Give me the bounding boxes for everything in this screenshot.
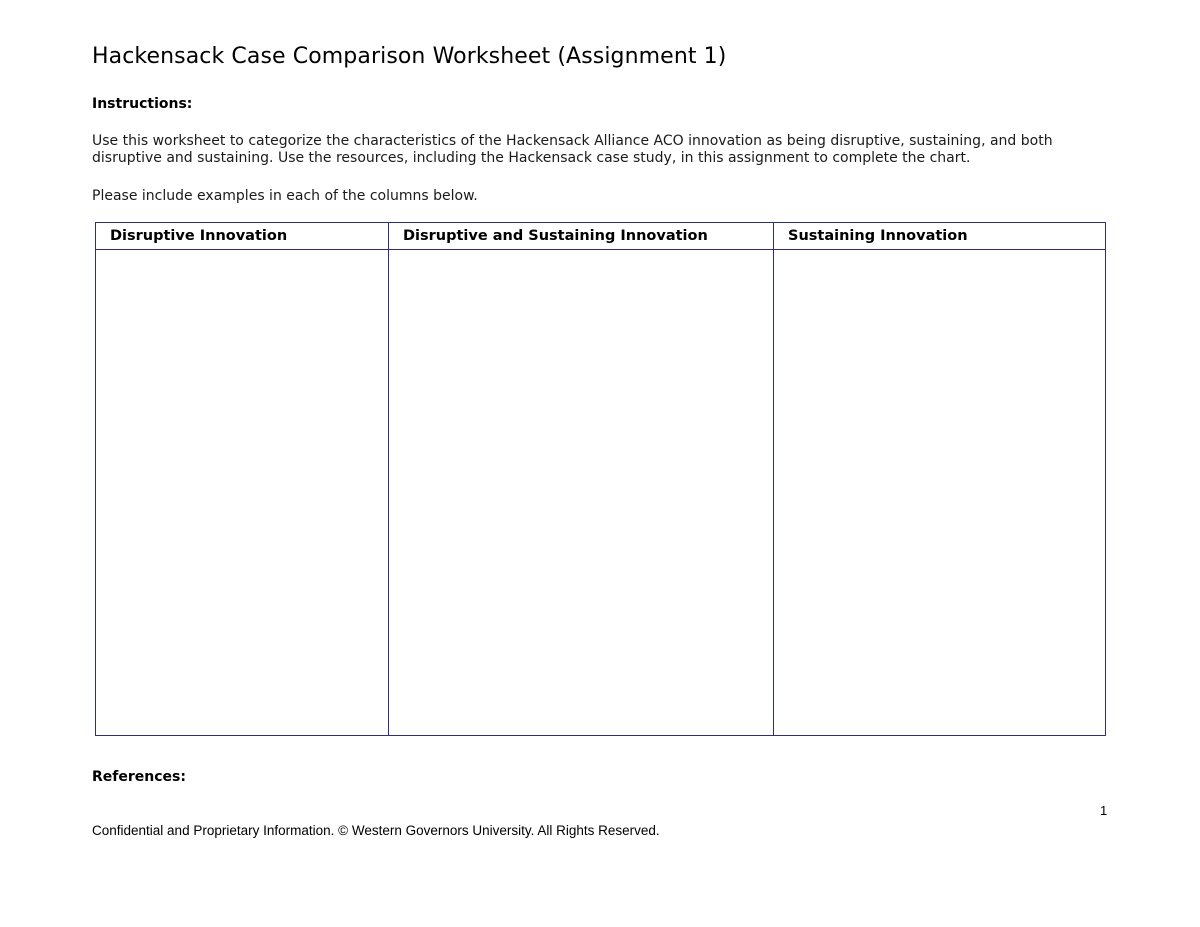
footer-copyright: Confidential and Proprietary Information. © Western Governors University. All Rights Reserved. xyxy=(92,823,660,838)
comparison-table xyxy=(95,222,1106,736)
references-heading: References: xyxy=(92,769,186,785)
document-title: Hackensack Case Comparison Worksheet (Assignment 1) xyxy=(92,44,727,69)
instructions-text: Use this worksheet to categorize the characteristics of the Hackensack Alliance ACO innovation as being disruptive, sustaining, and both disruptive and sustaining. Use the resources, including the Hackensack case study, in this assignment to complete the chart. xyxy=(92,133,1053,166)
disruptive-cell[interactable] xyxy=(96,250,389,736)
column-header-sustaining: Sustaining Innovation xyxy=(774,223,1106,250)
disruptive-and-sustaining-cell[interactable] xyxy=(389,250,774,736)
table-header-row xyxy=(96,223,1106,250)
page-number: 1 xyxy=(1100,803,1108,818)
sustaining-cell[interactable] xyxy=(774,250,1106,736)
examples-note: Please include examples in each of the columns below. xyxy=(92,188,478,204)
column-header-disruptive: Disruptive Innovation xyxy=(96,223,389,250)
table-row xyxy=(96,250,1106,736)
instructions-heading: Instructions: xyxy=(92,96,193,112)
column-header-disruptive-and-sustaining: Disruptive and Sustaining Innovation xyxy=(389,223,774,250)
